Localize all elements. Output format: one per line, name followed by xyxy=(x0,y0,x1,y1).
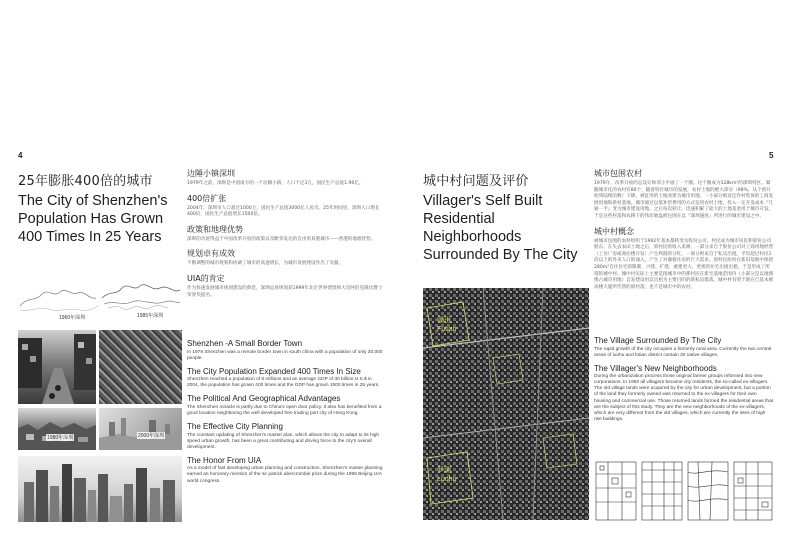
section-cn-body: 2004年，深圳市人口超过1000万，国民生产总值3000亿人民币，25年时间里，深圳人口增长400倍，国民生产总值增长1500倍。 xyxy=(187,205,380,218)
map-caption-1985: 1985年深圳 xyxy=(137,313,164,319)
left-title-cn: 25年膨胀400倍的城市 xyxy=(18,174,153,189)
section-cn-4 xyxy=(187,249,383,268)
map-label-futian-cn: 福田 xyxy=(437,316,451,324)
right-page xyxy=(395,0,790,541)
photo-caption-1980: 1980年深圳 xyxy=(47,435,74,441)
section-cn-heading: 规划卓有成效 xyxy=(187,249,235,259)
aerial-photo-2000 xyxy=(99,408,182,450)
section-en-body: As a model of fast developing urban planning and construction, Shenzhen's master planning earned an honorary mention of the sir patrick abercrombie prize during the 1999 Beijing UIA world congress. xyxy=(187,466,383,484)
page-number-right: 5 xyxy=(769,151,774,160)
right-chinese-column xyxy=(594,169,774,291)
right-title-cn: 城中村问题及评价 xyxy=(423,174,529,189)
section-cn-5 xyxy=(187,274,383,299)
right-title-en: Villager's Self Built Residential Neighborhoods Surrounded By The City xyxy=(423,193,578,263)
section-en-body: The constant updating of Shenzhen's master plan, which allows the city to adapt to its high speed urban growth, has been a great contributing and driving force to the city's overall development. xyxy=(187,432,380,450)
section-en-4 xyxy=(187,422,383,451)
section-cn-2 xyxy=(187,194,383,219)
street-photo-old-town xyxy=(18,330,96,404)
section-en-body: The Shenzhen miracle is partly due to China's open door policy. It also has benefited from a good location neighboring the well developed free trading port city of Hong Kong. xyxy=(187,404,382,416)
section-en-heading: The Village Surrounded By The City xyxy=(594,336,722,345)
photo-caption-2000: 2000年深圳 xyxy=(138,433,165,439)
section-en-heading: The Villager's New Neighborhoods xyxy=(594,363,717,373)
section-cn-body: 被城市包围的农村组织于1992年基本都转变为股份公司，村民成为城市居民和股份公司股东。在失去农田土地之后，原村民的收入来源，一部分来自于股份公司对工商用地经营（工业厂房或商住楼开发）产生利润的分红，一部分则来自于私房出租。平均超过村民1倍以上的外来人口的涌入，产生了对廉租住房的巨大需求。原村民纷纷在新旧基地中保留280m²自住住宅的限制，兴建、扩建、重建更大、更密的住宅出租出租。于是形成了所谓的城中村。城中村实际上主要是指城市中的那村民在新宅基地范围内（小部分是以地图像占城市用地）自发建设用以出租为主要目的的新私房群落。城中村有别于现在已基本被高楼大厦所代替的原村落，也不是城市中的农村。 xyxy=(594,238,774,290)
section-cn-body: 1979年之前，深圳是中国南方的一个边陲小镇，人口不足3万，国民生产总值1.96亿。 xyxy=(187,181,364,186)
section-cn-body: 深圳的奇迹得益于中国改革开放的政策以及毗邻发达的自由贸易港城市——香港的地理优势。 xyxy=(187,236,376,242)
section-en-2 xyxy=(187,367,383,390)
map-label-luohu-cn: 罗湖 xyxy=(437,466,451,474)
section-en-3 xyxy=(187,394,383,417)
section-cn-body: 不断调整的城市规划和协调了城市的高速增长，为城市发展建设作出了贡献。 xyxy=(187,261,344,267)
section-cn-heading: UIA的肯定 xyxy=(187,273,225,283)
section-en-heading: Shenzhen -A Small Border Town xyxy=(187,339,303,348)
section-en-heading: The Political And Geographical Advantages xyxy=(187,394,341,404)
section-cn-heading: 400倍扩张 xyxy=(187,193,227,203)
section-en-5 xyxy=(187,456,383,485)
section-en-body: During the urbanization process those original farmer groups reformed into new corporations. In 1992 all villagers became city residents, the so-called ex-villagers. The old village lands were acquired by the city for urban development, but a portion of the land they formerly owned was returned to the ex-villagers for their own housing and commercial use. Those returned lands formed the residential areas that are the subject of this study. They are the new neighborhoods of the ex-villagers, which are very different from the old villages, which are currently the sites of high rise buildings. xyxy=(594,374,774,422)
map-caption-1960: 1960年深圳 xyxy=(59,315,86,321)
skyline-photo xyxy=(18,456,182,522)
left-english-column xyxy=(187,339,383,485)
skyline-graphic xyxy=(18,456,182,522)
left-title-en: The City of Shenzhen's Population Has Grown 400 Times In 25 Years xyxy=(18,193,168,245)
section-en-1 xyxy=(187,339,383,362)
right-english-column xyxy=(594,336,774,423)
aerial-town-graphic xyxy=(18,408,96,450)
map-label-futian-en: Futian xyxy=(437,326,457,333)
section-en-heading: The Honor From UIA xyxy=(187,455,262,465)
section-cn-heading: 城市包围农村 xyxy=(594,169,642,178)
section-cn-1 xyxy=(187,169,383,188)
right-section-en-2 xyxy=(594,364,774,423)
section-cn-3 xyxy=(187,225,383,244)
aerial-village-map xyxy=(423,288,589,520)
aerial-photo-1980 xyxy=(99,330,182,404)
section-cn-body: 作为快速发展城市规划建设的典范，深圳总体规划获1999年北京世界建筑师大会阿伯克隆比爵士荣誉奖提名。 xyxy=(187,285,383,298)
section-en-heading: The City Population Expanded 400 Times In Size xyxy=(187,366,361,376)
aerial-photo-town xyxy=(18,408,96,450)
street-photo-graphic xyxy=(18,330,96,404)
right-section-cn-1 xyxy=(594,169,774,221)
page-number-left: 4 xyxy=(18,151,23,160)
left-chinese-column xyxy=(187,169,383,299)
village-plan-sketches xyxy=(594,460,774,524)
section-en-body: Shenzhen reached a population of 8 millions and an average GDP of 30 billion U.S.$ in 2004, the population has grown 400 times and the GDP has grown 1500 times in 25 years. xyxy=(187,377,380,389)
section-cn-heading: 城中村概念 xyxy=(594,226,634,236)
section-cn-body: 1979年，改革开放的总设计师邓小平画了一个圈。这个圈成为328km²的深圳特区。紧随城市化的农村有80个。随着特区城市的发展，农村土地的绝大部分（98%，从个别开始到陆续的数）下降。被征用的土地改建为城市用地，一小部分被返还作村集体的工商发展用地和新村基地。城市通过以低补偿费用的方式征用农村土地，投入一定开发成本『几通一平』变为城市建设用地。之后每次转让，迅速积累了庞大的土地基金用于城市开发。于是这些村落和农耕下的伟岸地盘被包围在以『深圳速度』所进行的城市建设之中。 xyxy=(594,181,774,219)
section-en-heading: The Effective City Planning xyxy=(187,422,283,432)
right-section-en-1 xyxy=(594,336,774,359)
section-cn-heading: 政策和地理优势 xyxy=(187,224,243,234)
historical-maps xyxy=(18,276,182,324)
map-label-luohu-en: Luohu xyxy=(437,476,457,483)
right-section-cn-2 xyxy=(594,227,774,292)
plan-sketch-graphic xyxy=(594,460,774,524)
aerial-2000-graphic xyxy=(99,408,182,450)
section-cn-heading: 边陲小镇深圳 xyxy=(187,169,235,178)
section-en-body: In 1979 Shenzhen was a remote border town in south china with a population of only 30,000 people. xyxy=(187,349,383,361)
section-en-body: The rapid growth of the city occupies a formerly rural area. Currently the two central areas of luohu and futian district contain 20 native villages. xyxy=(594,346,772,358)
